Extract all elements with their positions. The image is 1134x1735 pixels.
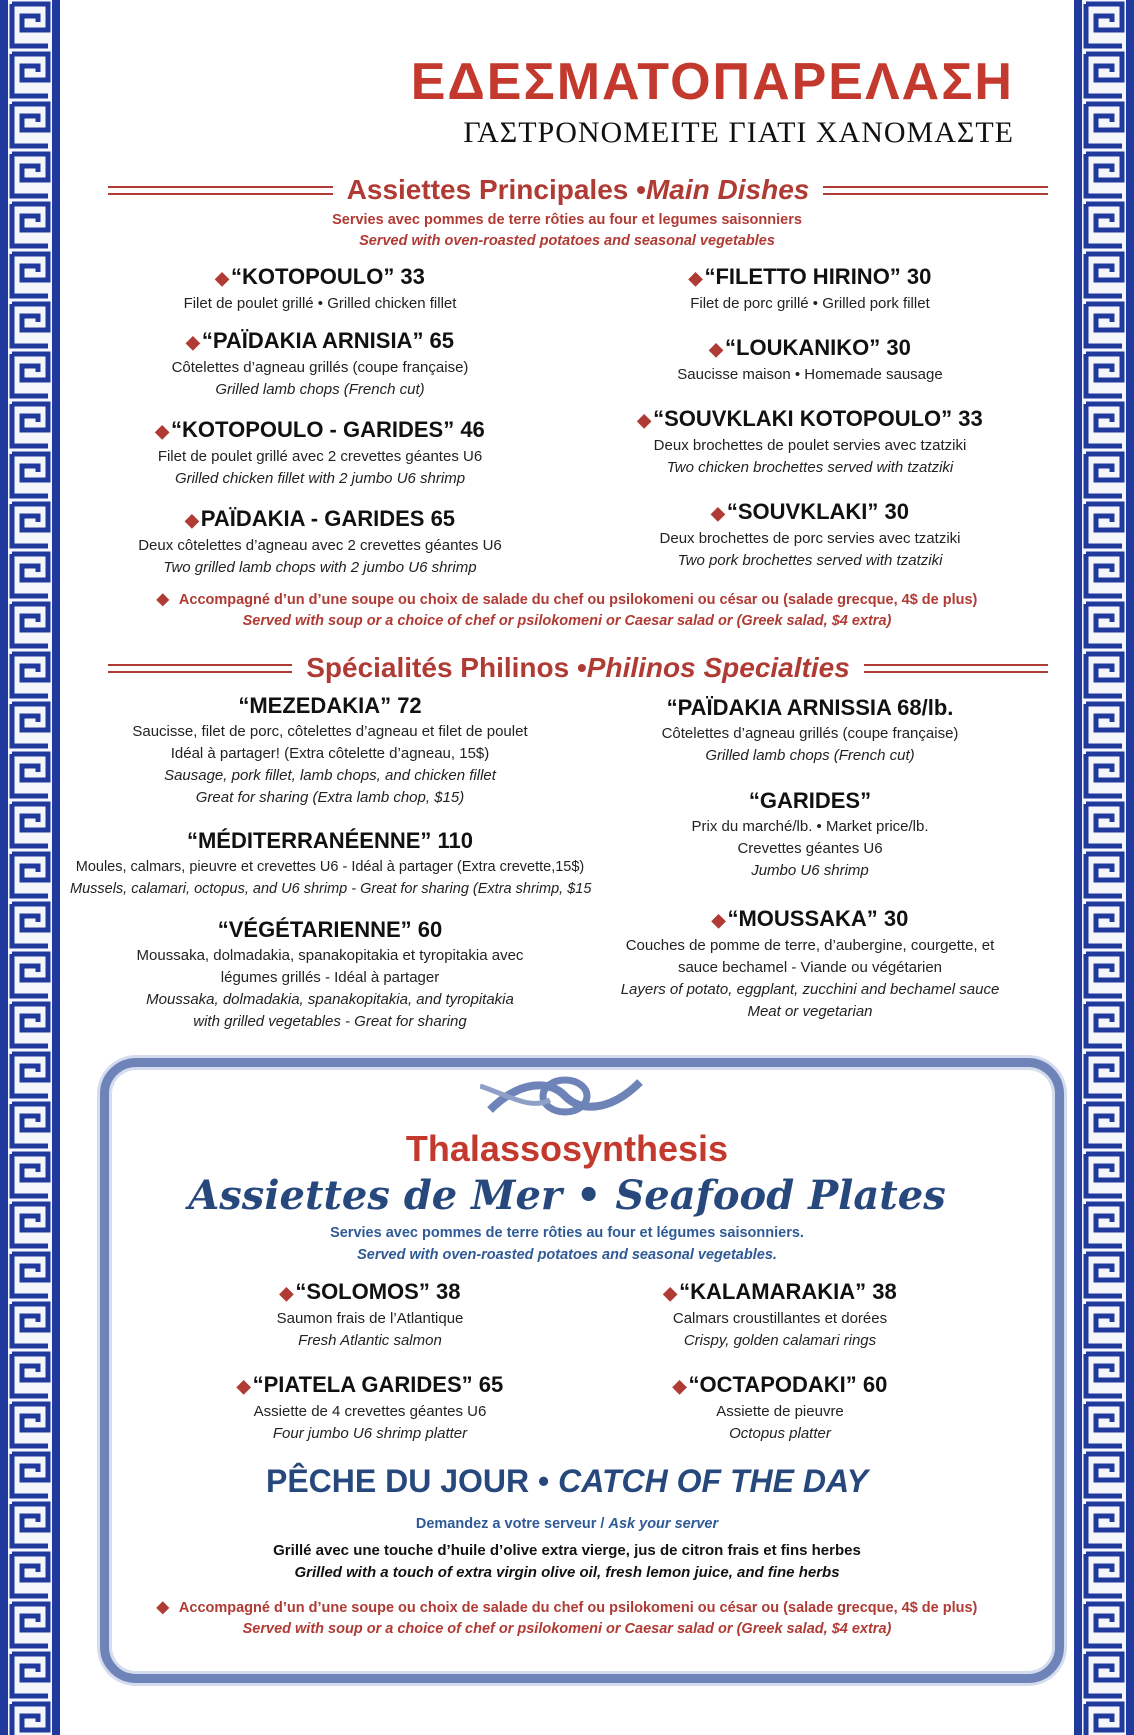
item-name: “SOUVKLAKI KOTOPOULO” 33 (653, 406, 983, 431)
item-name: “OCTAPODAKI” 60 (688, 1372, 888, 1397)
diamond-bullet-icon: ◆ (155, 421, 170, 441)
main-dishes-title-sep: • (636, 174, 646, 205)
item-name: “SOLOMOS” 38 (295, 1279, 461, 1304)
seafood-note (60, 1222, 1074, 1266)
greek-key-pattern-left (0, 0, 60, 1735)
rope-knot-icon (480, 1070, 650, 1122)
item-desc-en: Great for sharing (Extra lamb chop, $15) (195, 789, 465, 806)
item-desc: Filet de poulet grillé • Grilled chicken fillet (183, 295, 457, 312)
diamond-bullet-icon: ◆ (156, 1599, 169, 1616)
seafood-note-fr: Servies avec pommes de terre rôties au four et légumes saisonniers. (330, 1225, 804, 1241)
side-note (60, 589, 1074, 632)
specialties-heading (108, 648, 1048, 688)
item-desc: Idéal à partager! (Extra côtelette d’agneau, 15$) (170, 745, 490, 762)
catch-title-en: CATCH OF THE DAY (558, 1463, 869, 1499)
diamond-bullet-icon: ◆ (711, 503, 725, 523)
menu-item (630, 1370, 930, 1445)
item-name: “LOUKANIKO” 30 (725, 335, 911, 360)
item-name: “KOTOPOULO - GARIDES” 46 (171, 417, 485, 442)
ask-en: Ask your server (608, 1516, 719, 1532)
item-name: “MÉDITERRANÉENNE” 110 (186, 828, 474, 853)
menu-item (100, 262, 540, 315)
menu-item (70, 691, 590, 809)
item-desc: sauce bechamel - Viande ou végétarien (677, 959, 943, 976)
item-desc: Prix du marché/lb. • Market price/lb. (691, 818, 929, 835)
item-desc-en: Two chicken brochettes served with tzatziki (666, 459, 954, 476)
diamond-bullet-icon: ◆ (279, 1283, 294, 1303)
greek-subtitle: ΓΑΣΤΡΟΝΟΜΕΙΤΕ ΓΙΑΤΙ ΧΑΝΟΜΑΣΤΕ (463, 116, 1014, 149)
diamond-bullet-icon: ◆ (688, 268, 703, 288)
item-name: “PAÏDAKIA ARNISIA” 65 (201, 328, 455, 353)
item-name: “KOTOPOULO” 33 (230, 264, 425, 289)
diamond-bullet-icon: ◆ (711, 910, 726, 930)
seafood-script-title: Assiettes de Mer • Seafood Plates (188, 1172, 946, 1219)
item-desc-en: Meat or vegetarian (747, 1003, 873, 1020)
item-desc-en: Sausage, pork fillet, lamb chops, and chicken fillet (164, 767, 496, 784)
grill-en: Grilled with a touch of extra virgin olive oil, fresh lemon juice, and fine herbs (294, 1564, 840, 1581)
diamond-bullet-icon: ◆ (672, 1376, 687, 1396)
menu-item (600, 693, 1020, 767)
grill-fr: Grillé avec une touche d’huile d’olive extra vierge, jus de citron frais et fins herbes (273, 1542, 861, 1559)
item-name: PAÏDAKIA - GARIDES 65 (200, 506, 456, 531)
item-desc-en: with grilled vegetables - Great for sharing (193, 1013, 467, 1030)
item-desc: Moussaka, dolmadakia, spanakopitakia et tyropitakia avec (136, 947, 524, 964)
main-dishes-heading (108, 170, 1048, 210)
item-desc-en: Grilled lamb chops (French cut) (215, 381, 425, 398)
diamond-bullet-icon: ◆ (236, 1376, 251, 1396)
menu-item (630, 1277, 930, 1352)
diamond-bullet-icon: ◆ (185, 332, 200, 352)
greek-key-border-left (0, 0, 60, 1735)
item-name: “PIATELA GARIDES” 65 (252, 1372, 504, 1397)
item-name: “FILETTO HIRINO” 30 (704, 264, 932, 289)
item-desc: Saucisse maison • Homemade sausage (677, 366, 943, 383)
item-desc-en: Mussels, calamari, octopus, and U6 shrimp - Great for sharing (Extra shrimp, $15 (70, 881, 592, 897)
diamond-bullet-icon: ◆ (663, 1283, 678, 1303)
menu-item (600, 904, 1020, 1023)
greek-title: ΕΔΕΣΜΑΤΟΠΑΡΕΛΑΣΗ (410, 53, 1014, 111)
main-dishes-note (60, 210, 1074, 252)
main-dishes-note-en: Served with oven-roasted potatoes and seasonal vegetables (359, 233, 775, 249)
item-desc: Deux côtelettes d’agneau avec 2 crevettes géantes U6 (138, 537, 502, 554)
item-desc-en: Two pork brochettes served with tzatziki (677, 552, 943, 569)
item-desc-en: Layers of potato, eggplant, zucchini and bechamel sauce (620, 981, 1000, 998)
diamond-bullet-icon: ◆ (156, 591, 169, 608)
menu-page (60, 0, 1074, 1735)
item-name: “KALAMARAKIA” 38 (679, 1279, 897, 1304)
diamond-bullet-icon: ◆ (184, 510, 199, 530)
item-desc: Calmars croustillantes et dorées (672, 1310, 888, 1327)
item-desc-en: Grilled chicken fillet with 2 jumbo U6 shrimp (174, 470, 466, 487)
item-desc-en: Jumbo U6 shrimp (751, 862, 869, 879)
item-desc: Assiette de 4 crevettes géantes U6 (253, 1403, 487, 1420)
item-desc: Saucisse, filet de porc, côtelettes d’agneau et filet de poulet (132, 723, 528, 740)
item-name: “PAÏDAKIA ARNISSIA 68/lb. (666, 695, 954, 720)
diamond-bullet-icon: ◆ (637, 410, 652, 430)
menu-item (100, 504, 540, 579)
item-name: “MOUSSAKA” 30 (727, 906, 909, 931)
ask-fr: Demandez a votre serveur / (415, 1516, 605, 1532)
menu-item (600, 404, 1020, 479)
item-desc: Crevettes géantes U6 (737, 840, 883, 857)
grill-note (60, 1540, 1074, 1584)
menu-item (70, 915, 590, 1033)
seafood-side-fr: Accompagné d’un d’une soupe ou choix de salade du chef ou psilokomeni ou césar ou (salade grecque, 4$ de plus) (178, 1600, 978, 1616)
item-desc: Côtelettes d’agneau grillés (coupe française) (661, 725, 959, 742)
item-desc-en: Octopus platter (729, 1425, 831, 1442)
item-desc: Deux brochettes de porc servies avec tzatziki (659, 530, 961, 547)
menu-item (600, 262, 1020, 315)
menu-item (220, 1277, 520, 1352)
menu-item (600, 786, 1020, 882)
item-name: “GARIDES” (748, 788, 872, 813)
menu-item (600, 333, 1020, 386)
item-desc-en: Grilled lamb chops (French cut) (705, 747, 915, 764)
seafood-side-en: Served with soup or a choice of chef or psilokomeni or Caesar salad or (Greek salad, $4 extra) (242, 1621, 892, 1637)
main-dishes-note-fr: Servies avec pommes de terre rôties au four et legumes saisonniers (332, 212, 802, 228)
diamond-bullet-icon: ◆ (709, 339, 724, 359)
item-desc: Moules, calmars, pieuvre et crevettes U6 - Idéal à partager (Extra crevette,15$) (75, 859, 585, 875)
menu-item (200, 1370, 540, 1445)
main-dishes-title-en: Main Dishes (645, 174, 810, 205)
menu-item (70, 826, 590, 900)
diamond-bullet-icon: ◆ (215, 268, 229, 288)
catch-of-day-title (60, 1463, 1074, 1500)
greek-key-pattern-right (1074, 0, 1134, 1735)
specialties-title-en: Philinos Specialties (586, 652, 850, 683)
item-desc: Côtelettes d’agneau grillés (coupe française) (171, 359, 469, 376)
item-desc-en: Fresh Atlantic salmon (298, 1332, 442, 1349)
greek-key-border-right (1074, 0, 1134, 1735)
item-desc: Assiette de pieuvre (716, 1403, 844, 1420)
side-note-en: Served with soup or a choice of chef or psilokomeni or Caesar salad or (Greek salad, $4 extra) (242, 613, 892, 629)
ask-server-note (60, 1513, 1074, 1535)
specialties-title-sep: • (576, 652, 587, 683)
item-desc: légumes grillés - Idéal à partager (220, 969, 440, 986)
item-desc: Filet de porc grillé • Grilled pork fillet (690, 295, 930, 312)
item-desc-en: Two grilled lamb chops with 2 jumbo U6 shrimp (163, 559, 477, 576)
item-desc-en: Moussaka, dolmadakia, spanakopitakia, and tyropitakia (146, 991, 514, 1008)
specialties-title-fr: Spécialités Philinos (306, 652, 570, 683)
menu-item (100, 326, 540, 401)
item-desc: Saumon frais de l’Atlantique (276, 1310, 464, 1327)
seafood-side-note (60, 1597, 1074, 1640)
item-desc-en: Crispy, golden calamari rings (683, 1332, 877, 1349)
seafood-note-en: Served with oven-roasted potatoes and seasonal vegetables. (357, 1247, 777, 1263)
item-name: “VÉGÉTARIENNE” 60 (217, 917, 443, 942)
menu-item (100, 415, 540, 490)
catch-title-sep: • (538, 1463, 550, 1499)
catch-title-fr: PÊCHE DU JOUR (265, 1463, 530, 1499)
item-desc-en: Four jumbo U6 shrimp platter (272, 1425, 468, 1442)
item-desc: Filet de poulet grillé avec 2 crevettes géantes U6 (157, 448, 483, 465)
seafood-title: Thalassosynthesis (405, 1128, 729, 1169)
side-note-fr: Accompagné d’un d’une soupe ou choix de salade du chef ou psilokomeni ou césar ou (salade grecque, 4$ de plus) (178, 592, 978, 608)
menu-item (600, 497, 1020, 572)
item-name: “SOUVKLAKI” 30 (726, 499, 909, 524)
item-name: “MEZEDAKIA” 72 (238, 693, 422, 718)
item-desc: Couches de pomme de terre, d’aubergine, courgette, et (625, 937, 995, 954)
main-dishes-title-fr: Assiettes Principales (346, 174, 629, 205)
item-desc: Deux brochettes de poulet servies avec tzatziki (653, 437, 967, 454)
